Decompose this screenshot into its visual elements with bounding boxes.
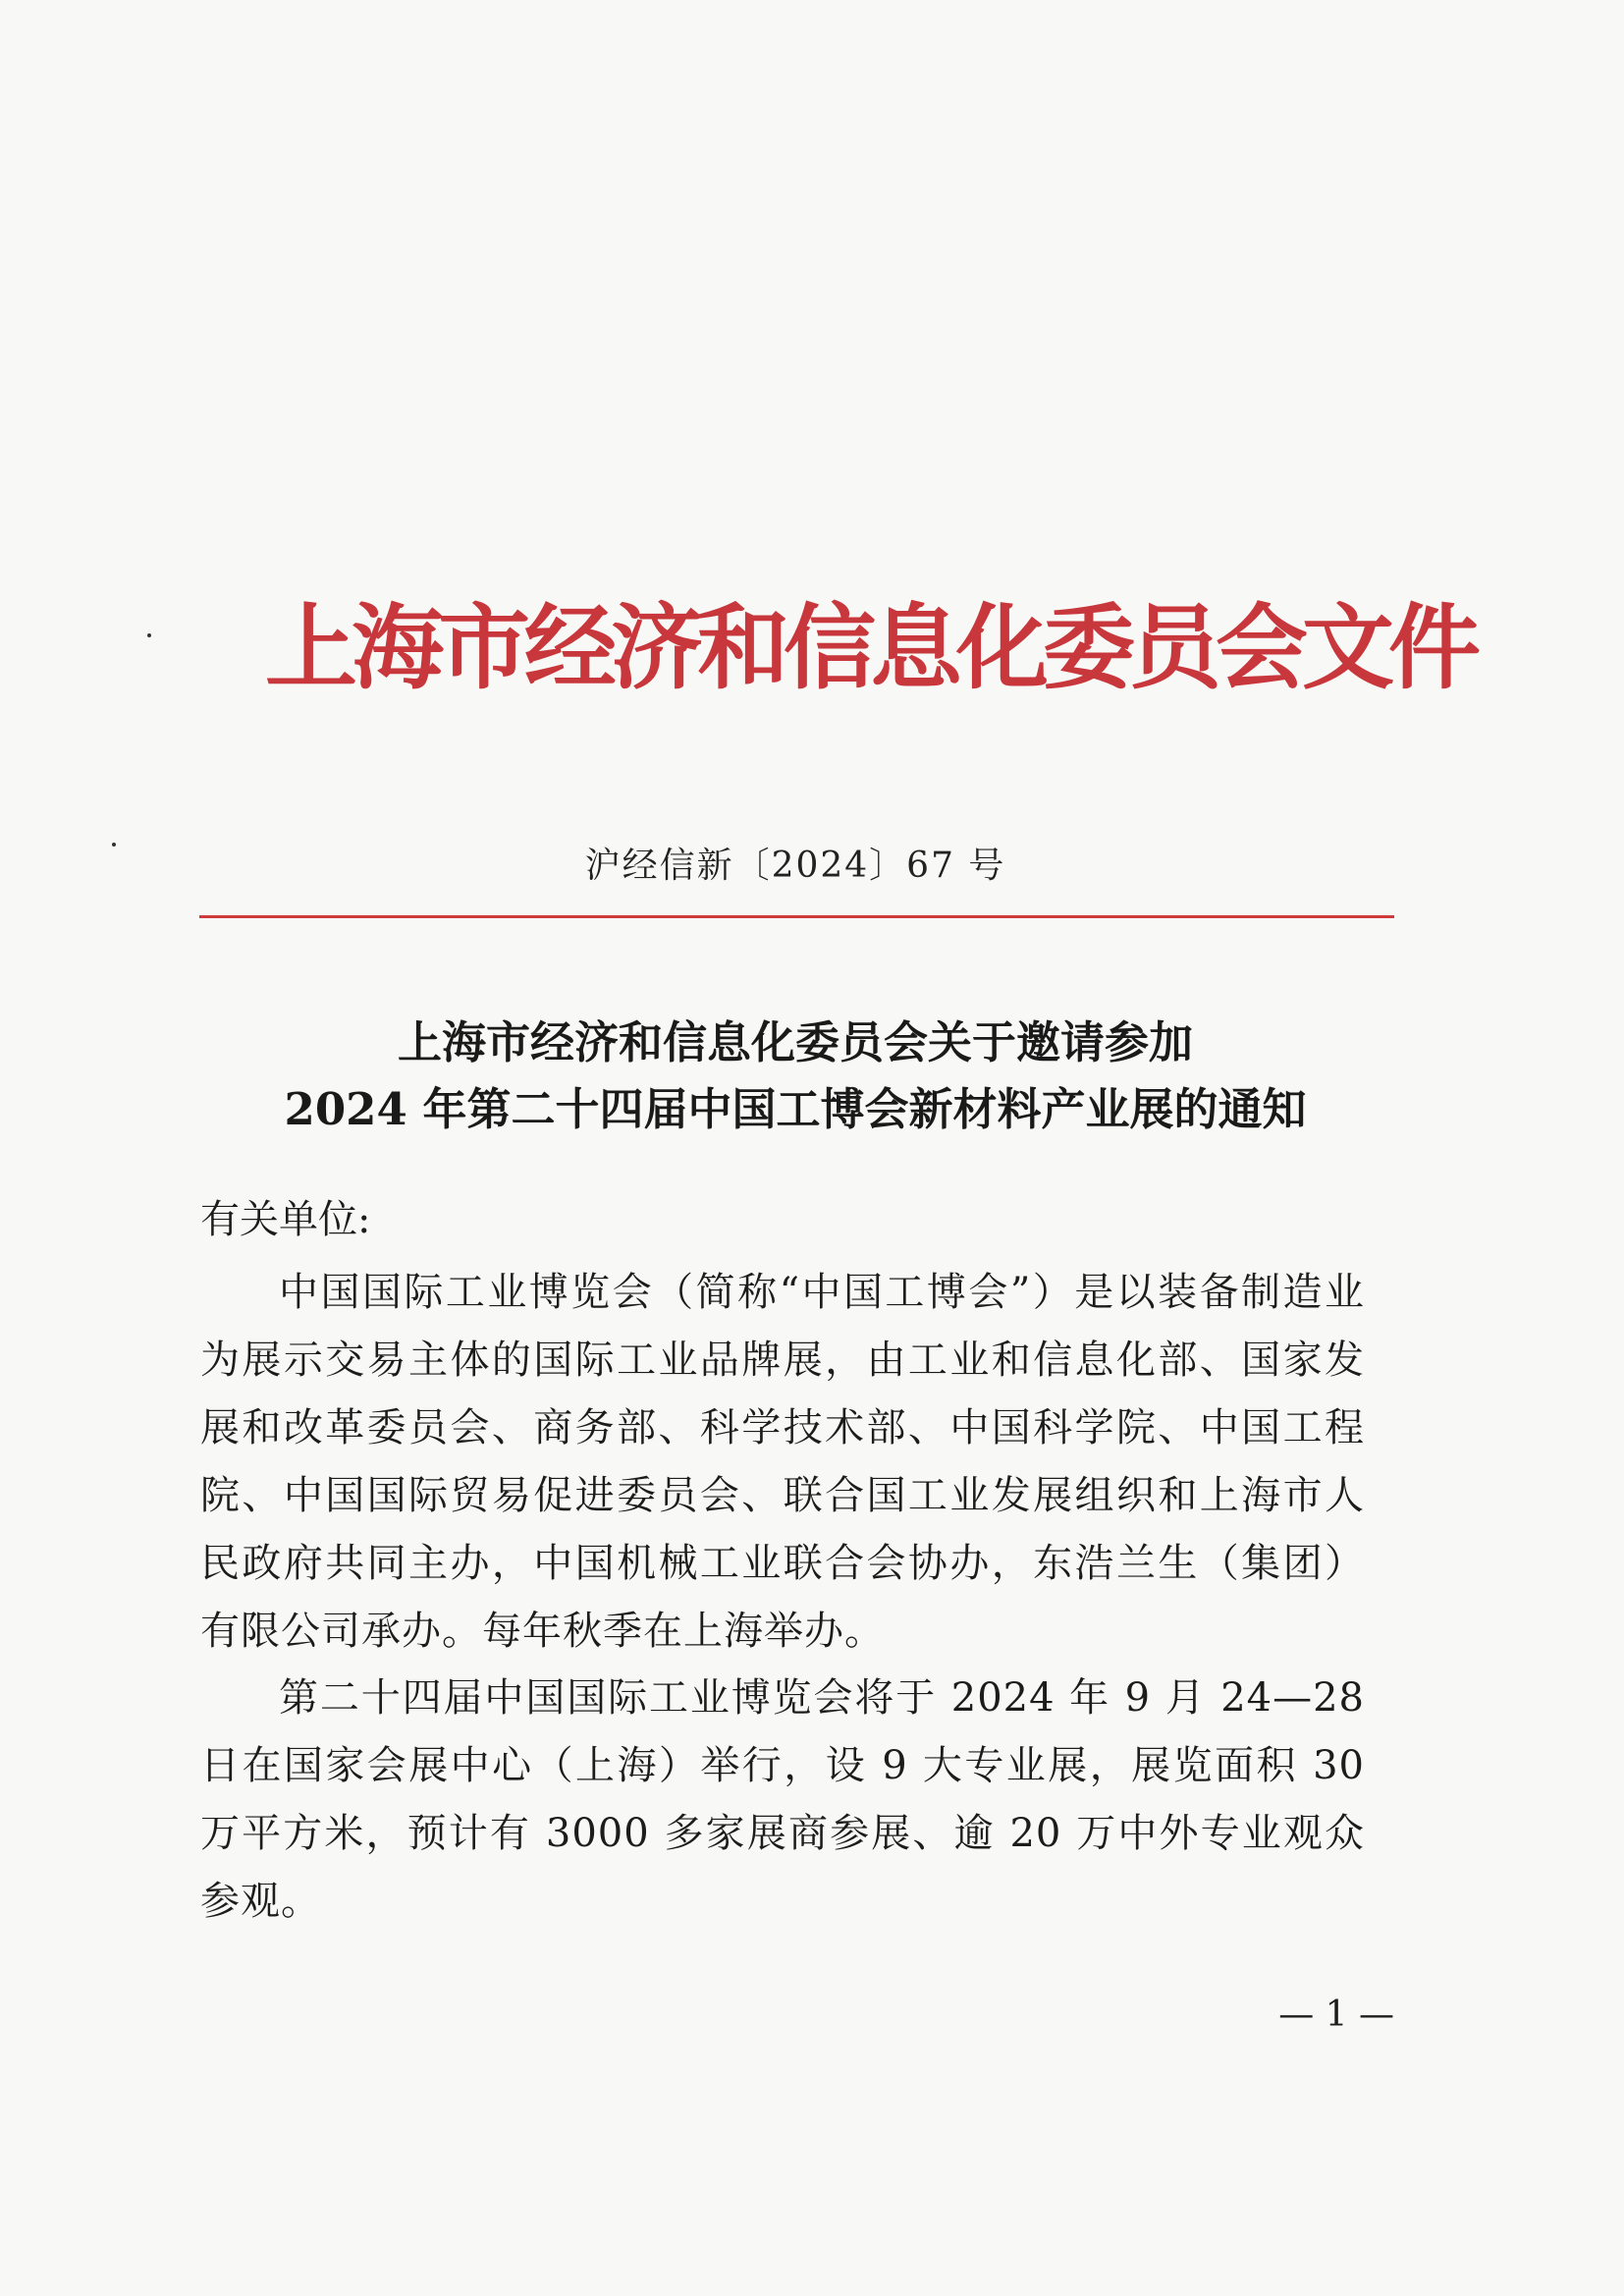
red-divider bbox=[199, 915, 1394, 918]
body-paragraph-1: 中国国际工业博览会（简称“中国工博会”）是以装备制造业为展示交易主体的国际工业品牌展，由工业和信息化部、国家发展和改革委员会、商务部、科学技术部、中国科学院、中国工程院、中国国际贸易促进委员会、联合国工业发展组织和上海市人民政府共同主办，中国机械工业联合会协办，东浩兰生（集团）有限公司承办。每年秋季在上海举办。 bbox=[200, 1270, 1365, 1654]
notice-title-line-1: 上海市经济和信息化委员会关于邀请参加 bbox=[397, 1016, 1193, 1068]
notice-title-line-2: 2024 年第二十四届中国工博会新材料产业展的通知 bbox=[284, 1083, 1307, 1135]
salutation: 有关单位: bbox=[200, 1197, 371, 1242]
notice-title bbox=[196, 1010, 1394, 1143]
body-paragraph-2: 第二十四届中国国际工业博览会将于 2024 年 9 月 24—28 日在国家会展中心（上海）举行，设 9 大专业展，展览面积 30 万平方米，预计有 3000 多家展商参展、逾 20 万中外专业观众参观。 bbox=[200, 1675, 1365, 1924]
issuer-heading: 上海市经济和信息化委员会文件 bbox=[265, 594, 1476, 702]
scan-dot bbox=[147, 633, 151, 637]
document-number: 沪经信新〔2024〕67 号 bbox=[584, 846, 1006, 886]
page-number: — 1 — bbox=[1278, 1995, 1394, 2035]
scan-dot bbox=[112, 843, 116, 847]
